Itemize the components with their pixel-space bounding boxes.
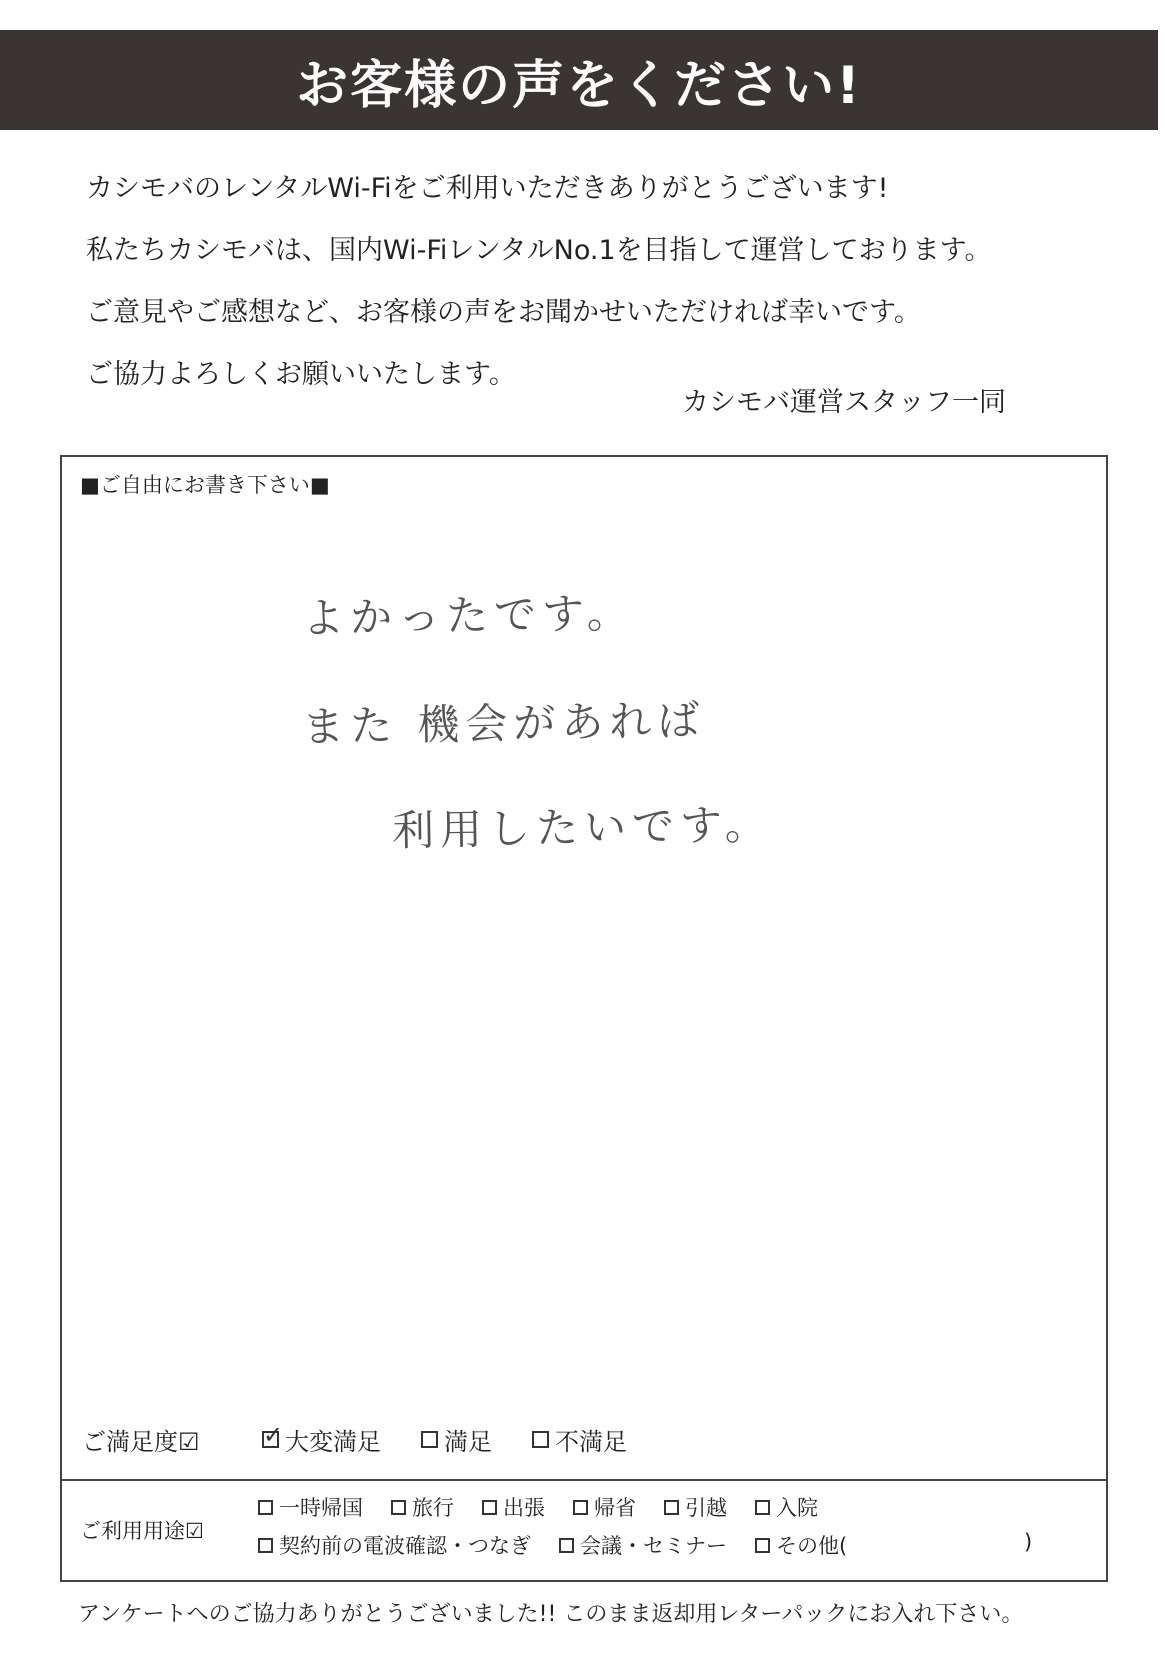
option-label: 旅行 — [412, 1496, 454, 1520]
handwritten-line: よかったです。 — [301, 588, 636, 643]
checkbox-icon[interactable] — [755, 1538, 770, 1553]
checkbox-icon[interactable] — [755, 1500, 770, 1515]
checkbox-icon[interactable] — [258, 1538, 273, 1553]
option-label: 一時帰国 — [279, 1496, 363, 1520]
option-label: 不満足 — [555, 1427, 627, 1456]
usage-row — [258, 1492, 846, 1522]
handwritten-line: 利用したいです。 — [391, 799, 774, 856]
intro-text — [86, 158, 1106, 406]
usage-option-other[interactable] — [755, 1530, 847, 1560]
option-label: 契約前の電波確認・つなぎ — [279, 1534, 531, 1558]
intro-line: ご意見やご感想など、お客様の声をお聞かせいただければ幸いです。 — [86, 297, 921, 328]
checkbox-icon[interactable] — [664, 1500, 679, 1515]
option-label: 帰省 — [594, 1496, 636, 1520]
usage-label: ご利用用途☑ — [80, 1519, 204, 1543]
usage-option[interactable] — [664, 1492, 727, 1522]
option-label: 満足 — [444, 1427, 492, 1456]
intro-line: カシモバのレンタルWi-Fiをご利用いただきありがとうございます! — [86, 173, 889, 204]
option-label: 会議・セミナー — [580, 1534, 727, 1558]
banner — [0, 30, 1158, 130]
usage-option[interactable] — [573, 1492, 636, 1522]
option-label: 大変満足 — [285, 1427, 381, 1456]
checkbox-icon[interactable] — [258, 1500, 273, 1515]
signature: カシモバ運営スタッフ一同 — [682, 387, 1006, 418]
satisfaction-option-very-satisfied[interactable] — [262, 1422, 381, 1457]
satisfaction-label: ご満足度☑ — [82, 1427, 200, 1456]
usage-option[interactable] — [755, 1492, 818, 1522]
checkbox-icon[interactable] — [421, 1431, 438, 1448]
usage-option[interactable] — [559, 1530, 727, 1560]
banner-title: お客様の声をください! — [296, 55, 862, 116]
intro-line: 私たちカシモバは、国内Wi-FiレンタルNo.1を目指して運営しております。 — [86, 235, 992, 266]
option-label: 入院 — [776, 1496, 818, 1520]
usage-option[interactable] — [391, 1492, 454, 1522]
option-label: 出張 — [503, 1496, 545, 1520]
checkbox-icon[interactable] — [532, 1431, 549, 1448]
usage-option[interactable] — [258, 1492, 363, 1522]
freeform-heading: ■ご自由にお書き下さい■ — [80, 473, 330, 497]
option-label: 引越 — [685, 1496, 727, 1520]
usage-option[interactable] — [258, 1530, 531, 1560]
checkbox-icon[interactable] — [482, 1500, 497, 1515]
satisfaction-option-satisfied[interactable] — [421, 1422, 492, 1457]
usage-option[interactable] — [482, 1492, 545, 1522]
satisfaction-row — [82, 1417, 1082, 1461]
checkbox-icon[interactable] — [573, 1500, 588, 1515]
intro-line: ご協力よろしくお願いいたします。 — [86, 359, 516, 390]
checkbox-icon[interactable] — [559, 1538, 574, 1553]
satisfaction-option-dissatisfied[interactable] — [532, 1422, 627, 1457]
handwritten-line: また 機会があれば — [301, 695, 706, 752]
checkbox-icon[interactable] — [391, 1500, 406, 1515]
other-paren-close: ) — [1024, 1530, 1033, 1554]
checkbox-checked-icon[interactable] — [262, 1431, 279, 1448]
usage-row — [258, 1530, 875, 1560]
option-label: その他( — [776, 1534, 848, 1558]
survey-frame — [60, 455, 1108, 1582]
footer-note: アンケートへのご協力ありがとうございました!! このまま返却用レターパックにお入れ下さい。 — [78, 1602, 1024, 1627]
section-divider — [62, 1479, 1106, 1481]
